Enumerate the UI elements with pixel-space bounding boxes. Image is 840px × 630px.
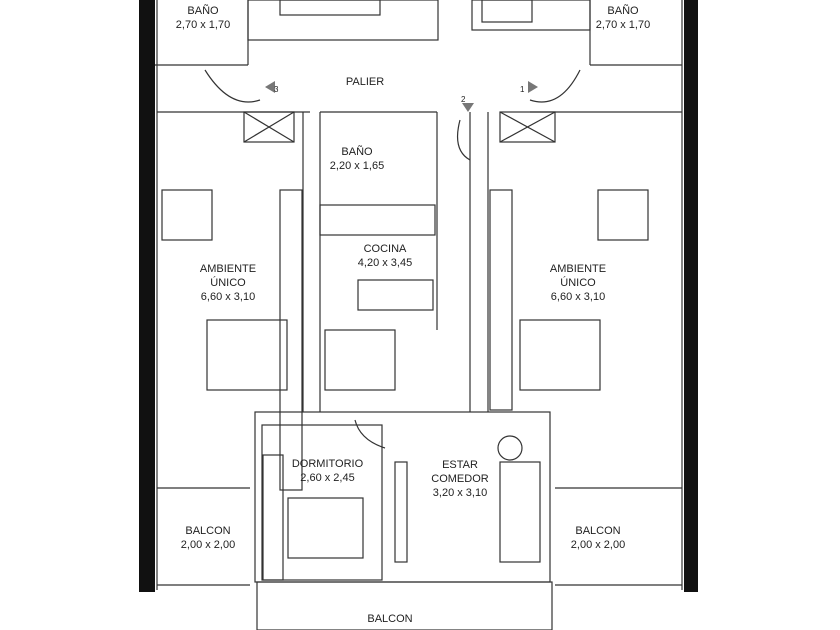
room-label-bedroom: DORMITORIO 2,60 x 2,45 [291,458,364,484]
unit-1-number: 1 [520,85,525,94]
room-label-bath-left: BAÑO 2,70 x 1,70 [175,5,231,31]
room-label-bath-center: BAÑO 2,20 x 1,65 [329,146,385,172]
room-label-bath-right: BAÑO 2,70 x 1,70 [595,5,651,31]
unit-3-number: 3 [274,85,279,94]
unit-1-marker [528,81,538,93]
room-label-balcony-right: BALCON 2,00 x 2,00 [570,525,626,551]
unit-2-number: 2 [461,95,466,104]
room-label-balcony-bottom: BALCON [367,613,413,625]
outer-wall-left [139,0,155,592]
room-label-kitchen: COCINA 4,20 x 3,45 [357,243,413,269]
room-label-balcony-left: BALCON 2,00 x 2,00 [180,525,236,551]
room-label-studio-left: AMBIENTE ÚNICO 6,60 x 3,10 [199,263,257,303]
room-label-studio-right: AMBIENTE ÚNICO 6,60 x 3,10 [549,263,607,303]
room-label-living: ESTAR COMEDOR 3,20 x 3,10 [431,459,489,499]
outer-wall-right [684,0,698,592]
room-label-landing: PALIER [345,76,385,88]
